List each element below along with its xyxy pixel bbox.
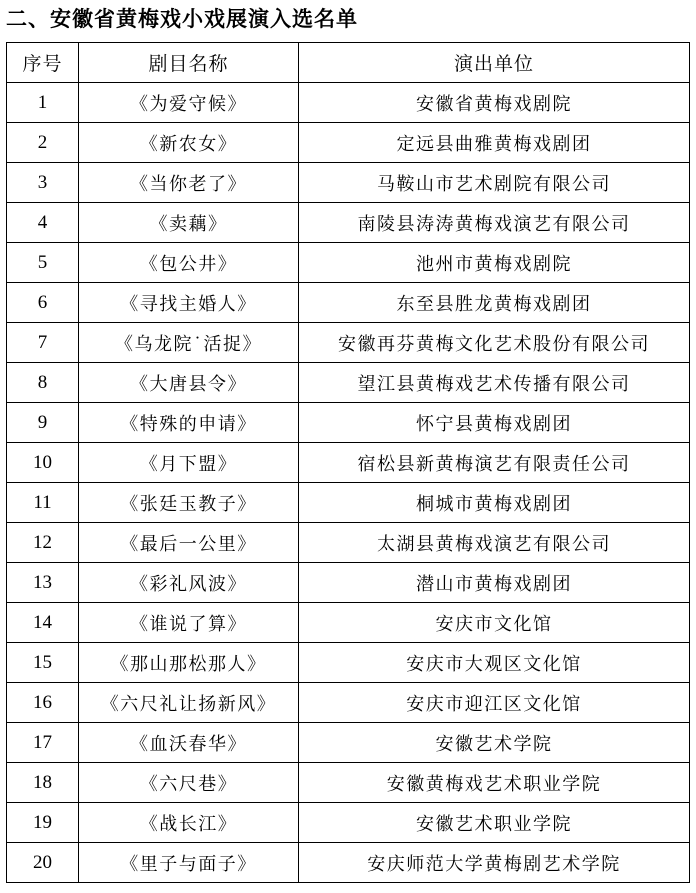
cell-unit: 桐城市黄梅戏剧团: [299, 483, 690, 523]
cell-title: 《六尺礼让扬新风》: [79, 683, 299, 723]
cell-number: 3: [7, 163, 79, 203]
table-row: [7, 83, 690, 123]
cell-number: 9: [7, 403, 79, 443]
cell-unit: 太湖县黄梅戏演艺有限公司: [299, 523, 690, 563]
table-row: [7, 443, 690, 483]
table-row: [7, 643, 690, 683]
table-row: [7, 523, 690, 563]
cell-unit: 马鞍山市艺术剧院有限公司: [299, 163, 690, 203]
cell-title: 《特殊的申请》: [79, 403, 299, 443]
table-row: [7, 803, 690, 843]
cell-unit: 望江县黄梅戏艺术传播有限公司: [299, 363, 690, 403]
cell-title: 《为爱守候》: [79, 83, 299, 123]
cell-number: 16: [7, 683, 79, 723]
header-unit: 演出单位: [299, 43, 690, 83]
cell-title: 《谁说了算》: [79, 603, 299, 643]
cell-number: 20: [7, 843, 79, 883]
cell-unit: 安徽艺术学院: [299, 723, 690, 763]
cell-title: 《新农女》: [79, 123, 299, 163]
table-row: [7, 163, 690, 203]
table-row: [7, 363, 690, 403]
table-body: [7, 83, 690, 883]
cell-number: 2: [7, 123, 79, 163]
cell-number: 7: [7, 323, 79, 363]
cell-unit: 安徽艺术职业学院: [299, 803, 690, 843]
table-row: [7, 843, 690, 883]
cell-title: 《彩礼风波》: [79, 563, 299, 603]
table-row: [7, 323, 690, 363]
page-title: 二、安徽省黄梅戏小戏展演入选名单: [6, 7, 358, 31]
cell-unit: 南陵县涛涛黄梅戏演艺有限公司: [299, 203, 690, 243]
cell-title: 《战长江》: [79, 803, 299, 843]
cell-unit: 潜山市黄梅戏剧团: [299, 563, 690, 603]
cell-unit: 池州市黄梅戏剧院: [299, 243, 690, 283]
cell-number: 12: [7, 523, 79, 563]
table-header-row: [7, 43, 690, 83]
cell-number: 5: [7, 243, 79, 283]
cell-unit: 宿松县新黄梅演艺有限责任公司: [299, 443, 690, 483]
selection-table: [6, 42, 690, 883]
cell-unit: 东至县胜龙黄梅戏剧团: [299, 283, 690, 323]
cell-unit: 怀宁县黄梅戏剧团: [299, 403, 690, 443]
cell-number: 11: [7, 483, 79, 523]
table-row: [7, 563, 690, 603]
cell-title: 《卖藕》: [79, 203, 299, 243]
table-row: [7, 203, 690, 243]
cell-title: 《当你老了》: [79, 163, 299, 203]
cell-number: 8: [7, 363, 79, 403]
cell-number: 15: [7, 643, 79, 683]
table-row: [7, 123, 690, 163]
cell-unit: 安庆市大观区文化馆: [299, 643, 690, 683]
cell-title: 《乌龙院˙活捉》: [79, 323, 299, 363]
cell-number: 10: [7, 443, 79, 483]
cell-number: 1: [7, 83, 79, 123]
cell-number: 17: [7, 723, 79, 763]
cell-unit: 安庆师范大学黄梅剧艺术学院: [299, 843, 690, 883]
cell-number: 13: [7, 563, 79, 603]
cell-number: 14: [7, 603, 79, 643]
cell-number: 19: [7, 803, 79, 843]
cell-title: 《寻找主婚人》: [79, 283, 299, 323]
table-row: [7, 603, 690, 643]
cell-number: 18: [7, 763, 79, 803]
cell-unit: 定远县曲雅黄梅戏剧团: [299, 123, 690, 163]
cell-title: 《张廷玉教子》: [79, 483, 299, 523]
cell-title: 《大唐县令》: [79, 363, 299, 403]
cell-title: 《血沃春华》: [79, 723, 299, 763]
table-row: [7, 403, 690, 443]
cell-title: 《最后一公里》: [79, 523, 299, 563]
cell-unit: 安庆市文化馆: [299, 603, 690, 643]
cell-title: 《那山那松那人》: [79, 643, 299, 683]
table-row: [7, 763, 690, 803]
cell-unit: 安徽黄梅戏艺术职业学院: [299, 763, 690, 803]
cell-unit: 安徽再芬黄梅文化艺术股份有限公司: [299, 323, 690, 363]
table-row: [7, 683, 690, 723]
table-row: [7, 483, 690, 523]
cell-title: 《包公井》: [79, 243, 299, 283]
cell-title: 《六尺巷》: [79, 763, 299, 803]
cell-title: 《里子与面子》: [79, 843, 299, 883]
cell-title: 《月下盟》: [79, 443, 299, 483]
table-row: [7, 723, 690, 763]
header-title: 剧目名称: [79, 43, 299, 83]
cell-unit: 安徽省黄梅戏剧院: [299, 83, 690, 123]
header-number: 序号: [7, 43, 79, 83]
cell-unit: 安庆市迎江区文化馆: [299, 683, 690, 723]
table-row: [7, 283, 690, 323]
cell-number: 6: [7, 283, 79, 323]
table-row: [7, 243, 690, 283]
cell-number: 4: [7, 203, 79, 243]
